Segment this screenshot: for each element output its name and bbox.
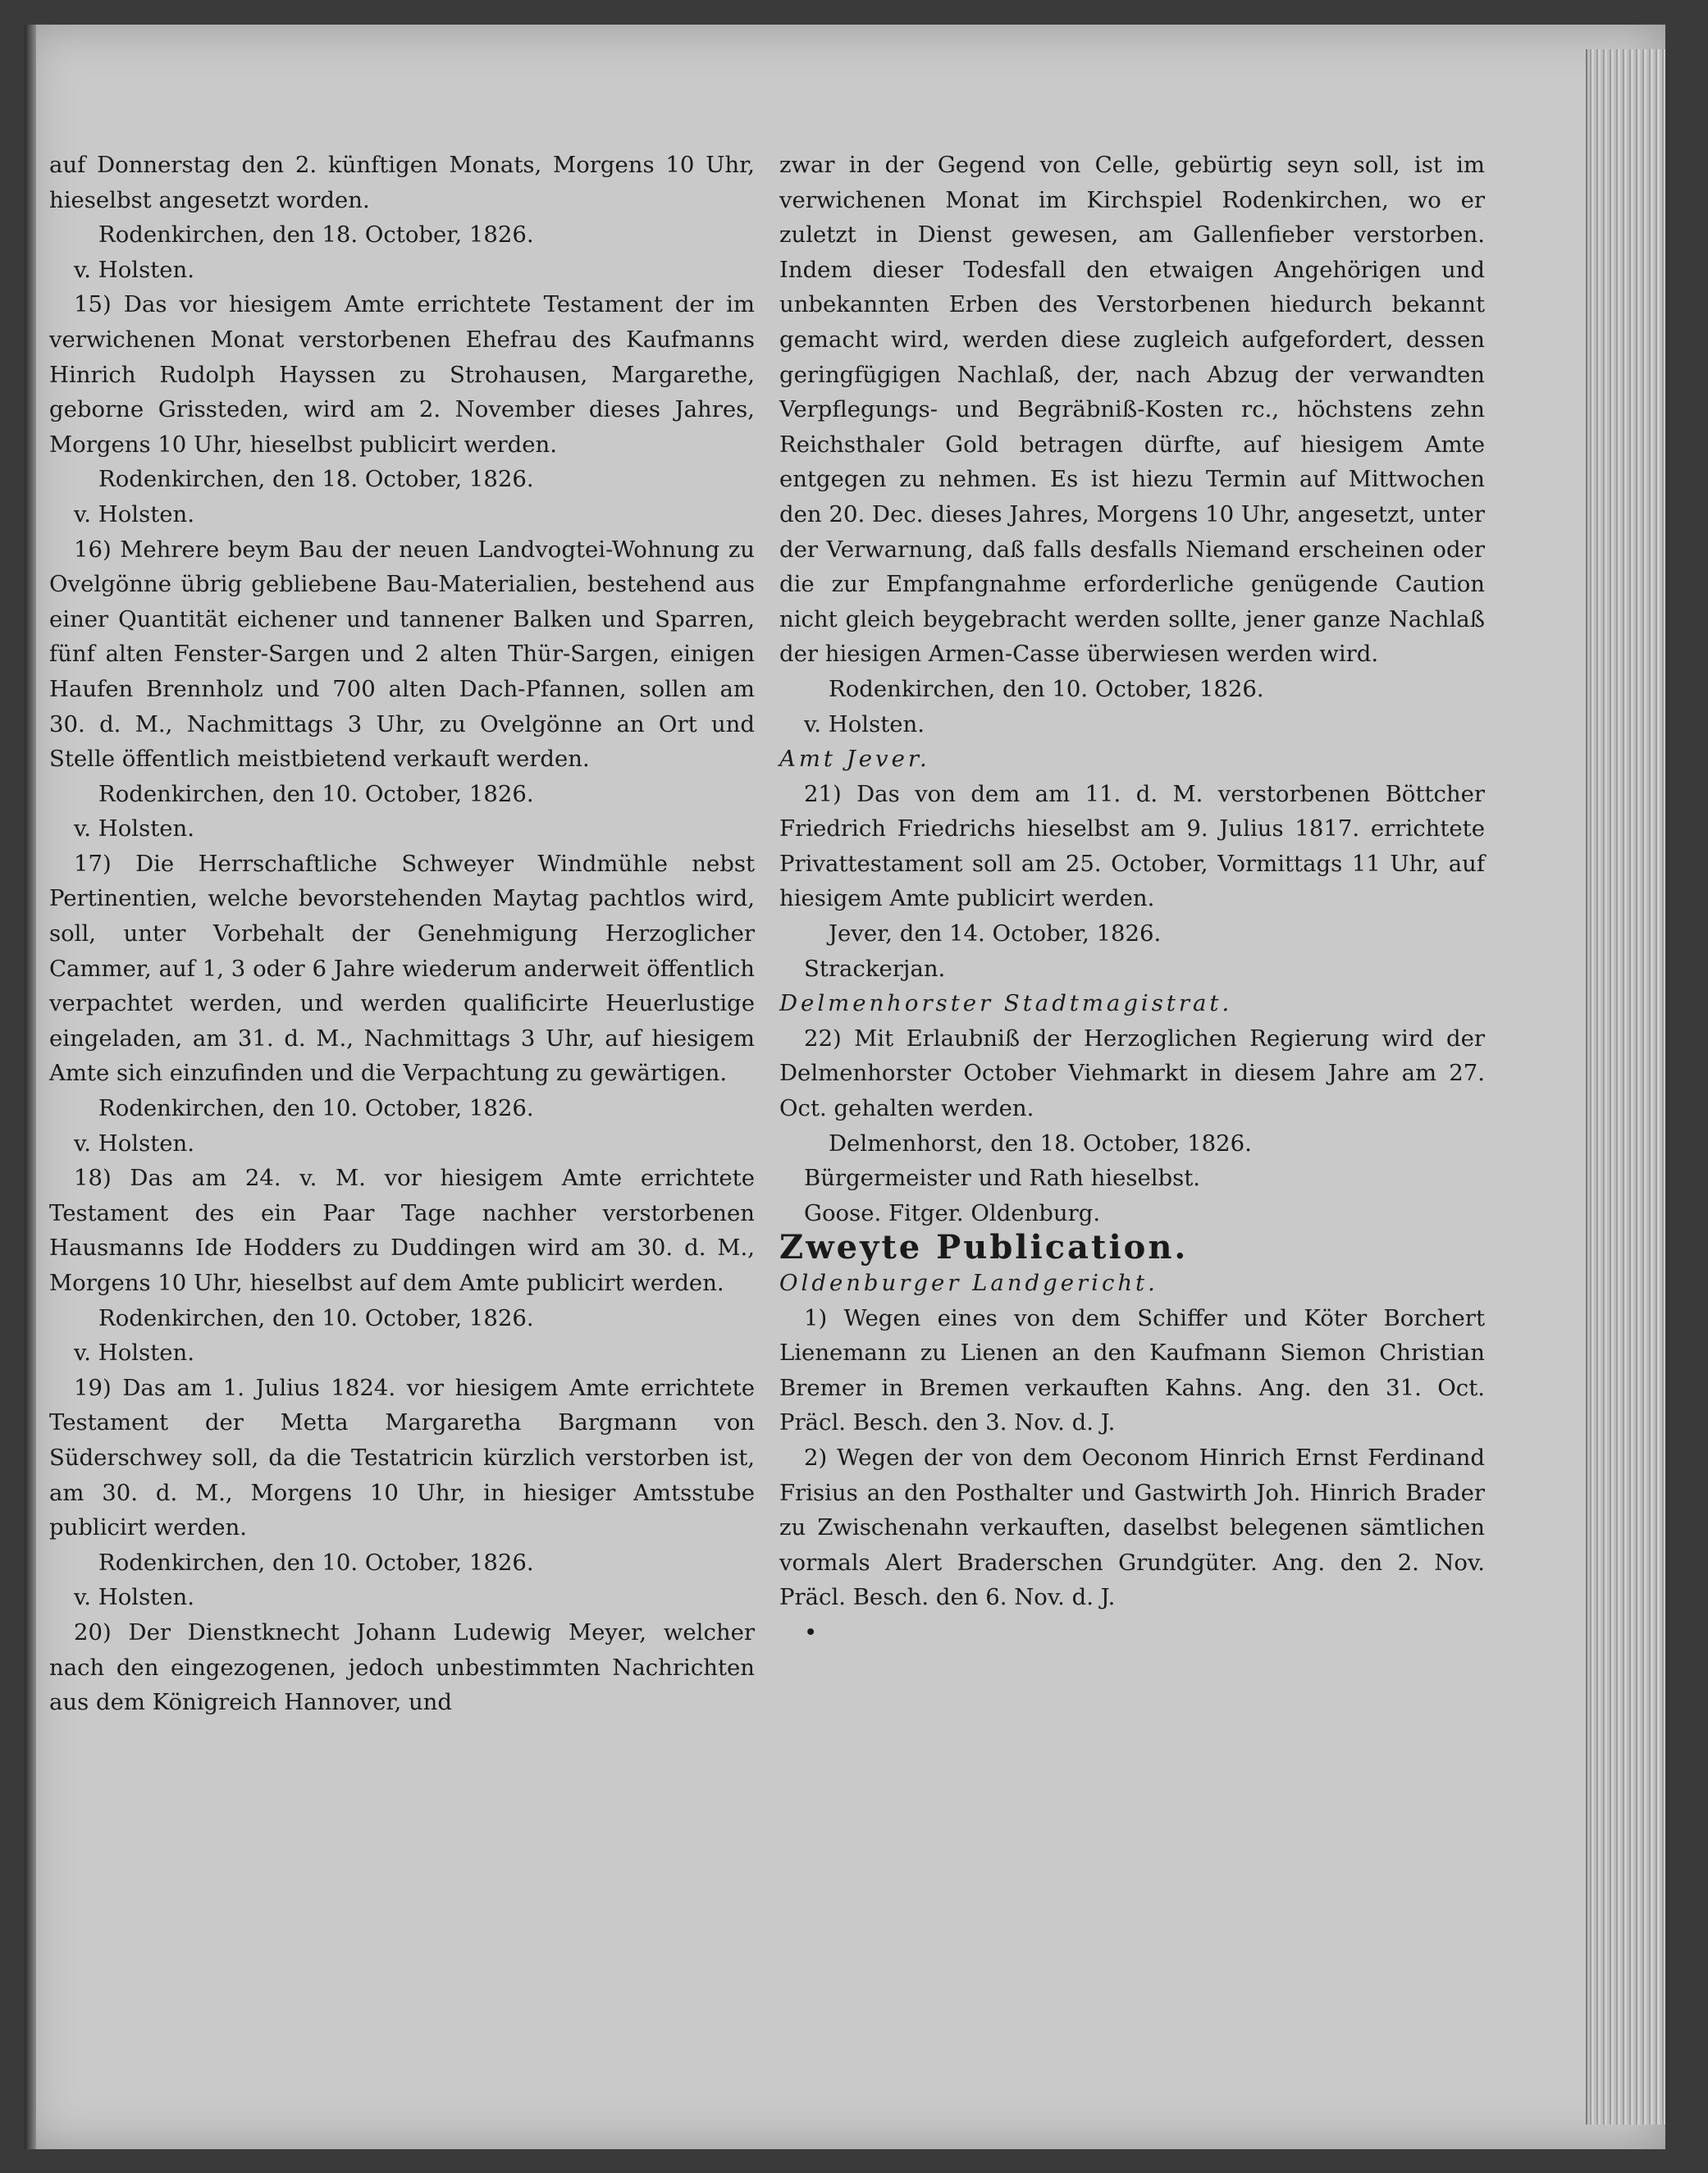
left-column	[49, 148, 755, 1720]
section-heading-delmenhorst: Delmenhorster Stadtmagistrat.	[779, 990, 1233, 1017]
paragraph-22: 22) Mit Erlaubniß der Herzoglichen Regierung wird der Delmenhorster October Viehmarkt in diesem Jahre am 27. Oct. gehalten werden.	[779, 1025, 1485, 1122]
signature: v. Holsten.	[74, 500, 194, 527]
place-date: Rodenkirchen, den 18. October, 1826.	[98, 221, 534, 249]
signature: v. Holsten.	[74, 1584, 194, 1611]
paragraph-20-continued: zwar in der Gegend von Celle, gebürtig seyn soll, ist im verwichenen Monat im Kirchspiel Rodenkirchen, wo er zuletzt in Dienst gewesen, am Gallenfieber verstorben. Indem dieser Todesfall den etwaigen Angehörigen und unbekannten Erben des Verstorbenen hiedurch bekannt gemacht wird, werden diese zugleich aufgefordert, dessen geringfügigen Nachlaß, der, nach Abzug der verwandten Verpflegungs- und Begräbniß-Kosten rc., höchstens zehn Reichsthaler Gold betragen dürfte, auf hiesigem Amte entgegen zu nehmen. Es ist hiezu Termin auf Mittwochen den 20. Dec. dieses Jahres, Morgens 10 Uhr, angesetzt, unter der Verwarnung, daß falls desfalls Niemand erscheinen oder die zur Empfangnahme erforderliche genügende Caution nicht gleich beygebracht werden sollte, jener ganze Nachlaß der hiesigen Armen-Casse überwiesen werden wird.	[779, 152, 1485, 668]
place-date: Delmenhorst, den 18. October, 1826.	[829, 1130, 1252, 1157]
signature: v. Holsten.	[74, 1340, 194, 1367]
place-date: Rodenkirchen, den 10. October, 1826.	[98, 1095, 534, 1122]
ornament-dot: •	[804, 1618, 818, 1646]
section-heading-landgericht: Oldenburger Landgericht.	[779, 1270, 1158, 1296]
paragraph-14-end: auf Donnerstag den 2. künftigen Monats, Morgens 10 Uhr, hieselbst angesetzt worden.	[49, 152, 755, 213]
heading-zweyte-publication: Zweyte Publication.	[779, 1228, 1189, 1267]
right-column	[779, 148, 1485, 1650]
paragraph-20-start: 20) Der Dienstknecht Johann Ludewig Meyer, welcher nach den eingezogenen, jedoch unbestimmten Nachrichten aus dem Königreich Hannover, und	[49, 1618, 755, 1716]
signature: v. Holsten.	[804, 710, 925, 737]
paragraph-z1: 1) Wegen eines von dem Schiffer und Köter Borchert Lienemann zu Lienen an den Kaufmann Siemon Christian Bremer in Bremen verkauften Kahns. Ang. den 31. Oct. Präcl. Besch. den 3. Nov. d. J.	[779, 1304, 1485, 1436]
paragraph-z2: 2) Wegen der von dem Oeconom Hinrich Ernst Ferdinand Frisius an den Posthalter und Gastwirth Joh. Hinrich Brader zu Zwischenahn verkauften, daselbst belegenen sämtlichen vormals Alert Braderschen Grundgüter. Ang. den 2. Nov. Präcl. Besch. den 6. Nov. d. J.	[779, 1444, 1485, 1611]
paragraph-16: 16) Mehrere beym Bau der neuen Landvogtei-Wohnung zu Ovelgönne übrig gebliebene Bau-Materialien, bestehend aus einer Quantität eichener und tannener Balken und Sparren, fünf alten Fenster-Sargen und 2 alten Thür-Sargen, einigen Haufen Brennholz und 700 alten Dach-Pfannen, sollen am 30. d. M., Nachmittags 3 Uhr, zu Ovelgönne an Ort und Stelle öffentlich meistbietend verkauft werden.	[49, 536, 755, 773]
page-edges	[1586, 49, 1665, 2125]
place-date: Rodenkirchen, den 10. October, 1826.	[98, 1549, 534, 1576]
paragraph-18: 18) Das am 24. v. M. vor hiesigem Amte errichtete Testament des ein Paar Tage nachher verstorbenen Hausmanns Ide Hodders zu Duddingen wird am 30. d. M., Morgens 10 Uhr, hieselbst auf dem Amte publicirt werden.	[49, 1165, 755, 1296]
signature: Strackerjan.	[804, 955, 946, 982]
place-date: Rodenkirchen, den 18. October, 1826.	[98, 466, 534, 493]
book-page	[25, 25, 1665, 2149]
page-gutter	[25, 25, 36, 2149]
section-heading-amt-jever: Amt Jever.	[779, 746, 930, 773]
paragraph-15: 15) Das vor hiesigem Amte errichtete Testament der im verwichenen Monat verstorbenen Ehefrau des Kaufmanns Hinrich Rudolph Hayssen zu Strohausen, Margarethe, geborne Grissteden, wird am 2. November dieses Jahres, Morgens 10 Uhr, hieselbst publicirt werden.	[49, 291, 755, 458]
paragraph-19: 19) Das am 1. Julius 1824. vor hiesigem Amte errichtete Testament der Metta Margaretha Bargmann von Süderschwey soll, da die Testatricin kürzlich verstorben ist, am 30. d. M., Morgens 10 Uhr, in hiesiger Amtsstube publicirt werden.	[49, 1374, 755, 1541]
place-date: Rodenkirchen, den 10. October, 1826.	[98, 780, 534, 807]
paragraph-21: 21) Das von dem am 11. d. M. verstorbenen Böttcher Friedrich Friedrichs hieselbst am 9. Julius 1817. errichtete Privattestament soll am 25. October, Vormittags 11 Uhr, auf hiesigem Amte publicirt werden.	[779, 780, 1485, 912]
paragraph-17: 17) Die Herrschaftliche Schweyer Windmühle nebst Pertinentien, welche bevorstehenden Maytag pachtlos wird, soll, unter Vorbehalt der Genehmigung Herzoglicher Cammer, auf 1, 3 oder 6 Jahre wiederum anderweit öffentlich verpachtet werden, und werden qualificirte Heuerlustige eingeladen, am 31. d. M., Nachmittags 3 Uhr, auf hiesigem Amte sich einzufinden und die Verpachtung zu gewärtigen.	[49, 850, 755, 1087]
signature-names: Goose. Fitger. Oldenburg.	[804, 1199, 1101, 1226]
signature: v. Holsten.	[74, 815, 194, 842]
signature: v. Holsten.	[74, 1130, 194, 1157]
signature-council: Bürgermeister und Rath hieselbst.	[804, 1165, 1201, 1192]
signature: v. Holsten.	[74, 256, 194, 283]
place-date: Rodenkirchen, den 10. October, 1826.	[829, 675, 1264, 702]
place-date: Rodenkirchen, den 10. October, 1826.	[98, 1304, 534, 1331]
place-date: Jever, den 14. October, 1826.	[829, 920, 1162, 947]
